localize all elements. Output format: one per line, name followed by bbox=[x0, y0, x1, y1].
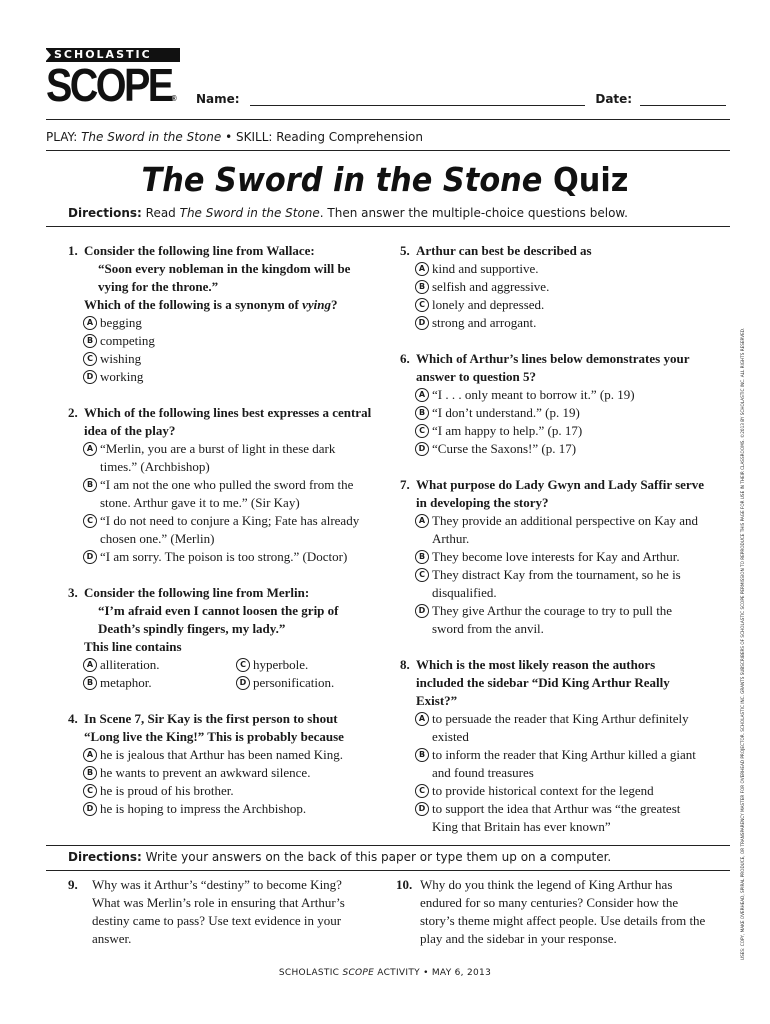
option-d[interactable] bbox=[400, 800, 706, 836]
directions-bottom-divider bbox=[46, 870, 730, 871]
directions-top bbox=[68, 206, 628, 220]
footer-post: ACTIVITY • MAY 6, 2013 bbox=[374, 968, 492, 978]
subheader-divider bbox=[46, 150, 730, 151]
option-letter-d-icon: D bbox=[415, 442, 429, 456]
option-a[interactable] bbox=[68, 656, 221, 674]
question-3 bbox=[68, 584, 374, 692]
option-text: They provide an additional perspective on Kay and Arthur. bbox=[432, 513, 699, 546]
page-title bbox=[31, 160, 739, 199]
option-letter-c-icon: C bbox=[415, 298, 429, 312]
option-a[interactable] bbox=[68, 746, 374, 764]
option-letter-b-icon: B bbox=[415, 280, 429, 294]
option-text: lonely and depressed. bbox=[432, 297, 545, 312]
question-4 bbox=[68, 710, 374, 818]
title-italic: The Sword in the Stone bbox=[141, 160, 543, 199]
option-c[interactable] bbox=[400, 566, 706, 602]
footer-pre: SCHOLASTIC bbox=[278, 968, 343, 978]
question-number: 6. bbox=[400, 351, 410, 366]
logo-tm: ® bbox=[171, 94, 177, 103]
option-letter-d-icon: D bbox=[83, 370, 97, 384]
option-text: he is proud of his brother. bbox=[100, 783, 234, 798]
question-number: 7. bbox=[400, 477, 410, 492]
option-b[interactable] bbox=[400, 404, 706, 422]
directions-italic: The Sword in the Stone bbox=[179, 206, 320, 220]
question-stem-text: Which of Arthur’s lines below demonstrates your answer to question 5? bbox=[416, 351, 690, 384]
option-c[interactable] bbox=[68, 350, 374, 368]
play-prefix: PLAY: bbox=[46, 130, 82, 144]
question-stem-text: Which is the most likely reason the authors included the sidebar “Did King Arthur Really Exist?” bbox=[416, 657, 670, 708]
question-8 bbox=[400, 656, 706, 836]
question-9 bbox=[68, 876, 368, 948]
option-text: he is hoping to impress the Archbishop. bbox=[100, 801, 307, 816]
options-row bbox=[68, 674, 374, 692]
logo-word bbox=[46, 59, 177, 120]
subprompt-pre: Which of the following is a synonym of bbox=[84, 297, 303, 312]
date-field[interactable] bbox=[640, 93, 726, 106]
question-2 bbox=[68, 404, 374, 566]
option-letter-c-icon: C bbox=[83, 514, 97, 528]
directions-post: . Then answer the multiple-choice questions below. bbox=[319, 206, 628, 220]
option-c[interactable] bbox=[221, 656, 374, 674]
question-7 bbox=[400, 476, 706, 638]
option-letter-d-icon: D bbox=[415, 316, 429, 330]
option-letter-b-icon: B bbox=[83, 766, 97, 780]
options-row bbox=[68, 656, 374, 674]
subprompt-post: ? bbox=[331, 297, 338, 312]
question-text: Why do you think the legend of King Arthur has endured for so many centuries? Consider how the story’s theme might affect people. Use details from the play and the sidebar in your response. bbox=[420, 877, 706, 946]
option-b[interactable] bbox=[400, 746, 706, 782]
scholastic-scope-logo bbox=[46, 48, 180, 120]
question-stem-text: Consider the following line from Wallace: bbox=[84, 243, 315, 258]
option-b[interactable] bbox=[400, 278, 706, 296]
question-stem bbox=[68, 710, 374, 746]
option-a[interactable] bbox=[400, 386, 706, 404]
option-letter-b-icon: B bbox=[415, 406, 429, 420]
option-text: “I . . . only meant to borrow it.” (p. 19) bbox=[432, 387, 635, 402]
header-divider bbox=[46, 119, 730, 120]
question-subprompt: This line contains bbox=[84, 639, 182, 654]
option-text: personification. bbox=[253, 675, 335, 690]
option-text: to inform the reader that King Arthur killed a giant and found treasures bbox=[432, 747, 696, 780]
option-letter-a-icon: A bbox=[415, 712, 429, 726]
option-text: They distract Kay from the tournament, so he is disqualified. bbox=[432, 567, 681, 600]
option-text: hyperbole. bbox=[253, 657, 309, 672]
option-d[interactable] bbox=[68, 368, 374, 386]
option-c[interactable] bbox=[68, 512, 374, 548]
footer-italic: SCOPE bbox=[342, 968, 375, 978]
questions-left-column bbox=[68, 242, 374, 836]
directions-label: Directions: bbox=[68, 206, 142, 220]
option-text: They become love interests for Kay and Arthur. bbox=[432, 549, 680, 564]
option-a[interactable] bbox=[400, 260, 706, 278]
question-quote: “I’m afraid even I cannot loosen the grip of Death’s spindly fingers, my lady.” bbox=[98, 603, 339, 636]
question-number: 2. bbox=[68, 405, 78, 420]
option-text: “I don’t understand.” (p. 19) bbox=[432, 405, 580, 420]
option-letter-b-icon: B bbox=[415, 550, 429, 564]
option-letter-a-icon: A bbox=[415, 514, 429, 528]
option-letter-b-icon: B bbox=[83, 676, 97, 690]
directions-text: Write your answers on the back of this paper or type them up on a computer. bbox=[141, 850, 612, 864]
option-a[interactable] bbox=[400, 512, 706, 548]
question-10 bbox=[396, 876, 706, 948]
option-letter-c-icon: C bbox=[83, 784, 97, 798]
option-b[interactable] bbox=[400, 548, 706, 566]
subprompt-italic: vying bbox=[302, 297, 332, 312]
option-d[interactable] bbox=[400, 602, 706, 638]
skill-label: SKILL: Reading Comprehension bbox=[235, 130, 423, 144]
option-letter-b-icon: B bbox=[83, 478, 97, 492]
question-stem bbox=[68, 584, 374, 602]
question-subprompt bbox=[68, 296, 374, 314]
name-date-row bbox=[196, 92, 726, 106]
question-stem bbox=[400, 350, 706, 386]
option-b[interactable] bbox=[68, 332, 374, 350]
option-text: he wants to prevent an awkward silence. bbox=[100, 765, 311, 780]
option-text: “Curse the Saxons!” (p. 17) bbox=[432, 441, 577, 456]
option-letter-d-icon: D bbox=[83, 802, 97, 816]
logo-bar-text: SCHOLASTIC bbox=[54, 48, 152, 61]
directions-pre: Read bbox=[141, 206, 180, 220]
date-label: Date: bbox=[595, 92, 633, 106]
option-c[interactable] bbox=[400, 296, 706, 314]
option-text: to support the idea that Arthur was “the greatest King that Britain has ever known” bbox=[432, 801, 681, 834]
option-text: selfish and aggressive. bbox=[432, 279, 550, 294]
option-text: “I am sorry. The poison is too strong.” (Doctor) bbox=[100, 549, 348, 564]
option-letter-d-icon: D bbox=[415, 802, 429, 816]
option-d[interactable] bbox=[400, 440, 706, 458]
question-stem-text: Consider the following line from Merlin: bbox=[84, 585, 310, 600]
question-number: 8. bbox=[400, 657, 410, 672]
question-number: 4. bbox=[68, 711, 78, 726]
play-line bbox=[46, 130, 423, 144]
option-text: metaphor. bbox=[100, 675, 152, 690]
option-d[interactable] bbox=[400, 314, 706, 332]
question-1 bbox=[68, 242, 374, 386]
option-letter-a-icon: A bbox=[83, 316, 97, 330]
option-text: They give Arthur the courage to try to pull the sword from the anvil. bbox=[432, 603, 673, 636]
option-a[interactable] bbox=[68, 314, 374, 332]
title-rest: Quiz bbox=[542, 160, 629, 199]
copyright-sidenote: USES: COPY, MAKE OVERHEAD, SPIRAL PRODUCE, OR TRANSPARENCY MASTER FOR OVERHEAD PROJECTOR. SCHOLASTIC INC. GRANTS SUBSCRIBERS OF SCHOLASTIC SCOPE PERMISSION TO REPRODUCE THIS PAGE FOR USE IN THEIR CLASSROOMS. ©2013 BY SCHOLASTIC INC. ALL RIGHTS RESERVED. bbox=[740, 327, 745, 960]
question-number: 9. bbox=[68, 877, 78, 892]
option-text: he is jealous that Arthur has been named King. bbox=[100, 747, 343, 762]
question-number: 1. bbox=[68, 243, 78, 258]
option-text: “I am not the one who pulled the sword from the stone. Arthur gave it to me.” (Sir Kay) bbox=[100, 477, 354, 510]
question-quote: “Soon every nobleman in the kingdom will be vying for the throne.” bbox=[98, 261, 351, 294]
logo-word-text: SCOPE bbox=[46, 59, 172, 111]
question-stem-text: Which of the following lines best expresses a central idea of the play? bbox=[84, 405, 372, 438]
option-c[interactable] bbox=[400, 782, 706, 800]
question-number: 3. bbox=[68, 585, 78, 600]
questions-right-column bbox=[400, 242, 706, 854]
option-text: “I do not need to conjure a King; Fate has already chosen one.” (Merlin) bbox=[100, 513, 360, 546]
option-letter-a-icon: A bbox=[415, 388, 429, 402]
option-letter-c-icon: C bbox=[236, 658, 250, 672]
option-letter-a-icon: A bbox=[415, 262, 429, 276]
name-label: Name: bbox=[196, 92, 240, 106]
option-d[interactable] bbox=[68, 548, 374, 566]
option-letter-b-icon: B bbox=[83, 334, 97, 348]
question-stem bbox=[400, 656, 706, 710]
option-letter-a-icon: A bbox=[83, 748, 97, 762]
question-stem-text: Arthur can best be described as bbox=[416, 243, 592, 258]
option-b[interactable] bbox=[68, 674, 221, 692]
question-stem-text: In Scene 7, Sir Kay is the first person to shout “Long live the King!” This is probably because bbox=[84, 711, 344, 744]
question-stem bbox=[400, 242, 706, 260]
option-text: begging bbox=[100, 315, 142, 330]
option-text: competing bbox=[100, 333, 155, 348]
option-letter-c-icon: C bbox=[415, 568, 429, 582]
option-text: strong and arrogant. bbox=[432, 315, 537, 330]
option-c[interactable] bbox=[68, 782, 374, 800]
option-c[interactable] bbox=[400, 422, 706, 440]
option-text: kind and supportive. bbox=[432, 261, 539, 276]
option-a[interactable] bbox=[68, 440, 374, 476]
option-d[interactable] bbox=[221, 674, 374, 692]
option-letter-a-icon: A bbox=[83, 658, 97, 672]
option-letter-c-icon: C bbox=[415, 784, 429, 798]
directions-divider bbox=[46, 226, 730, 227]
option-text: to provide historical context for the legend bbox=[432, 783, 654, 798]
option-text: working bbox=[100, 369, 144, 384]
option-text: alliteration. bbox=[100, 657, 160, 672]
option-letter-d-icon: D bbox=[236, 676, 250, 690]
question-number: 10. bbox=[396, 877, 413, 892]
option-text: “Merlin, you are a burst of light in these dark times.” (Archbishop) bbox=[100, 441, 336, 474]
question-stem bbox=[400, 476, 706, 512]
option-d[interactable] bbox=[68, 800, 374, 818]
option-letter-c-icon: C bbox=[415, 424, 429, 438]
option-letter-d-icon: D bbox=[415, 604, 429, 618]
option-letter-c-icon: C bbox=[83, 352, 97, 366]
question-number: 5. bbox=[400, 243, 410, 258]
option-b[interactable] bbox=[68, 764, 374, 782]
question-text: Why was it Arthur’s “destiny” to become King? What was Merlin’s role in ensuring that Arthur’s destiny came to pass? Use text evidence in your answer. bbox=[92, 877, 345, 946]
option-text: to persuade the reader that King Arthur definitely existed bbox=[432, 711, 689, 744]
option-a[interactable] bbox=[400, 710, 706, 746]
option-text: wishing bbox=[100, 351, 142, 366]
page-footer bbox=[0, 968, 770, 978]
question-6 bbox=[400, 350, 706, 458]
question-stem bbox=[68, 404, 374, 440]
question-5 bbox=[400, 242, 706, 332]
option-letter-b-icon: B bbox=[415, 748, 429, 762]
option-letter-a-icon: A bbox=[83, 442, 97, 456]
short-answer-divider bbox=[46, 845, 730, 846]
directions-bottom bbox=[68, 850, 611, 864]
name-field[interactable] bbox=[250, 93, 586, 106]
play-separator: • bbox=[221, 130, 236, 144]
option-text: “I am happy to help.” (p. 17) bbox=[432, 423, 583, 438]
question-stem bbox=[68, 242, 374, 260]
question-stem-text: What purpose do Lady Gwyn and Lady Saffir serve in developing the story? bbox=[416, 477, 704, 510]
option-letter-d-icon: D bbox=[83, 550, 97, 564]
directions-label: Directions: bbox=[68, 850, 142, 864]
play-title: The Sword in the Stone bbox=[81, 130, 222, 144]
option-b[interactable] bbox=[68, 476, 374, 512]
